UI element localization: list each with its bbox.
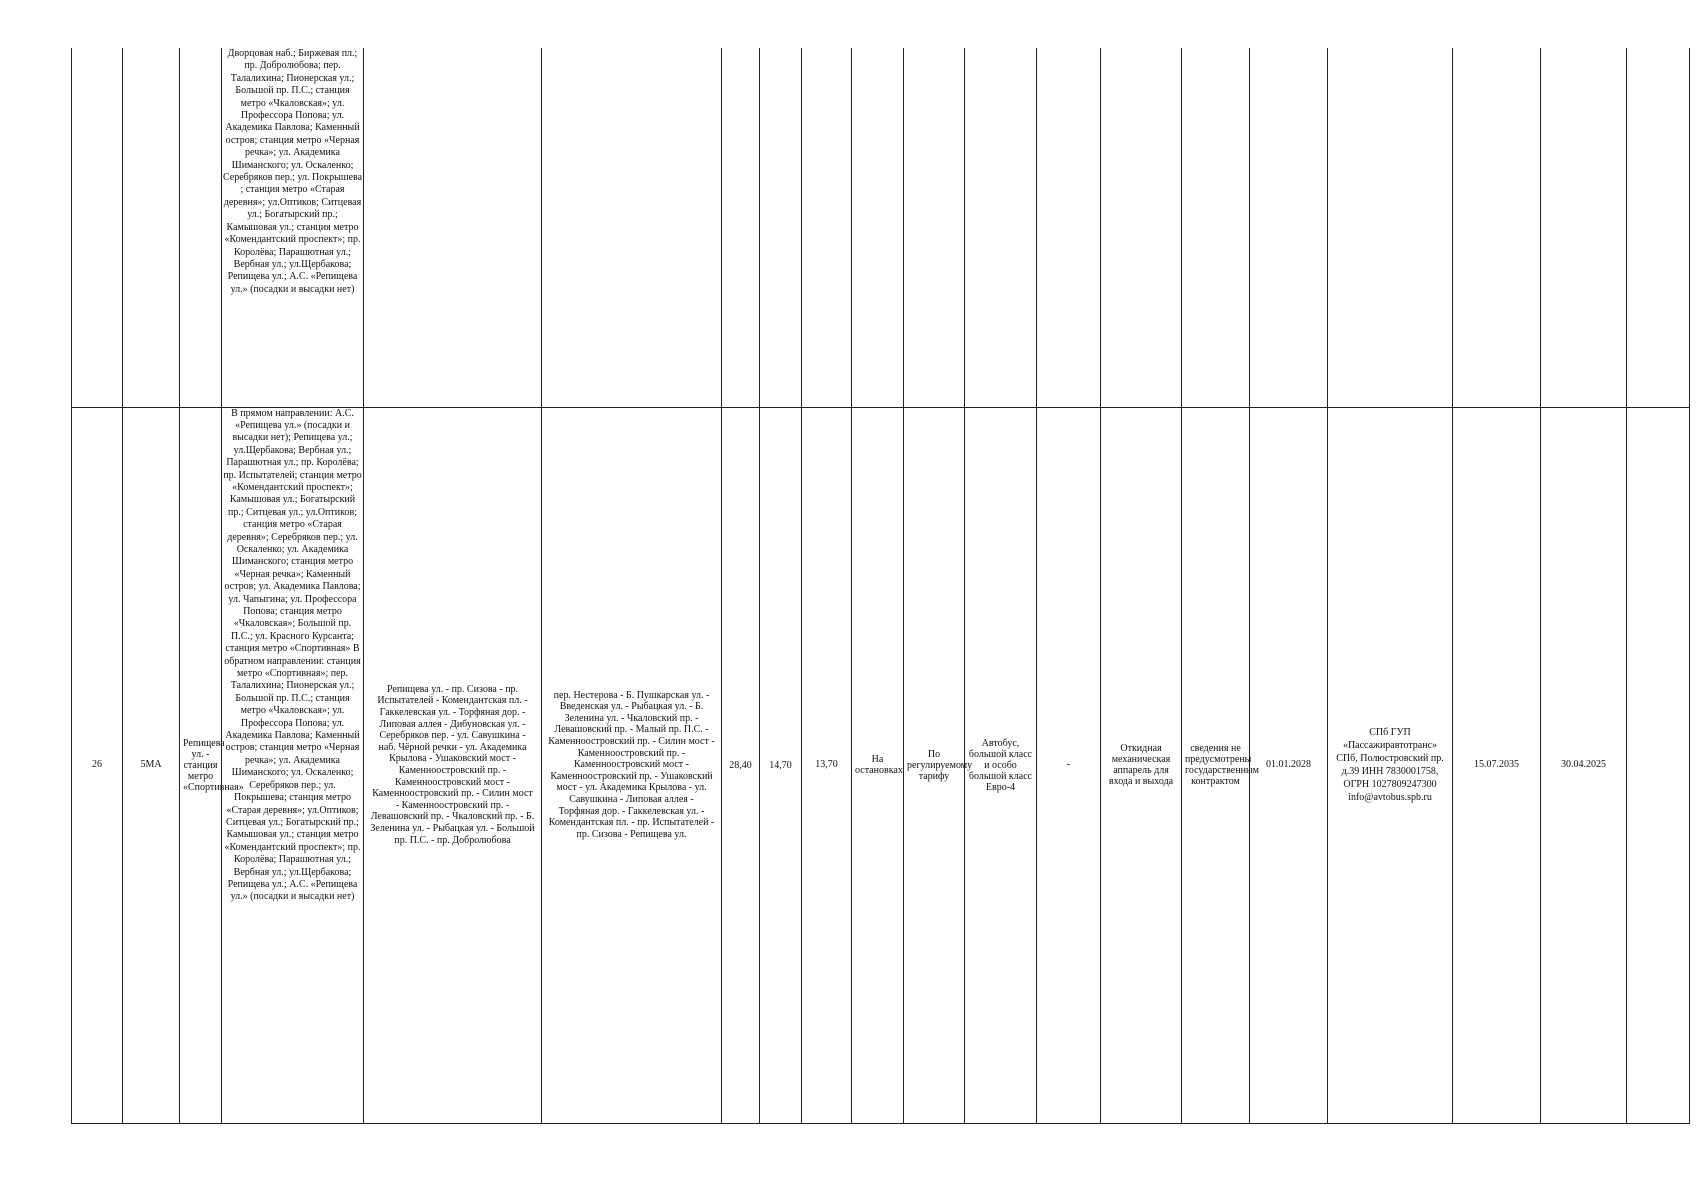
cell-empty — [1627, 48, 1690, 407]
cell-vehicle: Автобус, большой класс и особо большой класс Евро-4 — [965, 407, 1037, 1123]
cell-route-stops: В прямом направлении: А.С. «Репищева ул.» (посадки и высадки нет); Репищева ул.; ул.Щербакова; Вербная ул.; Парашютная ул.; пр. Королёва; пр. Испытателей; станция метро «Комендантский проспект»; Камышовая ул.; Богатырский пр.; Ситцевая ул.; ул.Оптиков; станция метро «Старая деревня»; Серебряков пер.; ул. Оскаленко; ул. Академика Шиманского; станция метро «Черная речка»; Каменный остров; ул. Академика Павлова; ул. Чапыгина; ул. Профессора Попова; станция метро «Чкаловская»; Большой пр. П.С.; ул. Красного Курсанта; станция метро «Спортивная» В обратном направлении: станция метро «Спортивная»; пер. Талалихина; Пионерская ул.; Большой пр. П.С.; станция метро «Чкаловская»; ул. Профессора Попова; ул. Академика Павлова; Каменный остров; станция метро «Черная речка»; ул. Академика Шиманского; ул. Оскаленко; Серебряков пер.; ул. Покрышева; станция метро «Старая деревня»; ул.Оптиков; Ситцевая ул.; Богатырский пр.; Камышовая ул.; станция метро «Комендантский проспект»; пр. Королёва; Парашютная ул.; Вербная ул.; ул.Щербакова; Репищева ул.; А.С. «Репищева ул.» (посадки и высадки нет) — [222, 407, 364, 1123]
cell-contract: сведения не предусмотрены государственным контрактом — [1182, 407, 1250, 1123]
cell-empty — [904, 48, 965, 407]
cell-empty — [1328, 48, 1453, 407]
cell-empty — [542, 48, 722, 407]
route-registry-table-wrapper — [71, 48, 1690, 1124]
table-row — [72, 407, 1690, 1123]
cell-row-number: 26 — [72, 407, 123, 1123]
cell-stop-order: На остановках — [852, 407, 904, 1123]
cell-empty-dash: - — [1037, 407, 1101, 1123]
cell-streets-backward: пер. Нестерова - Б. Пушкарская ул. - Введенская ул. - Рыбацкая ул. - Б. Зеленина ул. - Чкаловский пр. - Левашовский пр. - Малый пр. П.С. - Каменноостровский пр. - Силин мост - Каменноостровский пр. - Каменноостровский мост - Каменноостровский пр. - Ушаковский мост - ул. Академика Крылова - ул. Савушкина - Липовая аллея - Торфяная дор. - Гаккелевская ул. - Комендантская пл. - пр. Испытателей - пр. Сизова - Репищева ул. — [542, 407, 722, 1123]
cell-date-2: 30.04.2025 — [1541, 407, 1627, 1123]
cell-empty — [965, 48, 1037, 407]
cell-empty — [1250, 48, 1328, 407]
cell-empty — [72, 48, 123, 407]
cell-empty — [1182, 48, 1250, 407]
cell-empty — [802, 48, 852, 407]
cell-date-1: 15.07.2035 — [1453, 407, 1541, 1123]
cell-empty — [722, 48, 760, 407]
cell-empty — [1037, 48, 1101, 407]
cell-length-total: 13,70 — [802, 407, 852, 1123]
cell-empty — [364, 48, 542, 407]
cell-route-name: Репищева ул. - станция метро «Спортивная» — [180, 407, 222, 1123]
cell-streets-forward: Репищева ул. - пр. Сизова - пр. Испытателей - Комендантская пл. - Гаккелевская ул. - Торфяная дор. - Липовая аллея - Дибуновская ул. - Серебряков пер. - ул. Савушкина - наб. Чёрной речки - ул. Академика Крылова - Ушаковский мост - Каменноостровский пр. - Каменноостровский мост - Каменноостровский пр. - Силин мост - Каменноостровский пр. - Левашовский пр. - Чкаловский пр. - Б. Зеленина ул. - Рыбацкая ул. - Большой пр. П.С. - пр. Добролюбова — [364, 407, 542, 1123]
cell-length-forward: 28,40 — [722, 407, 760, 1123]
cell-empty — [1541, 48, 1627, 407]
cell-empty — [760, 48, 802, 407]
cell-last — [1627, 407, 1690, 1123]
route-registry-table — [71, 48, 1690, 1124]
cell-length-backward: 14,70 — [760, 407, 802, 1123]
cell-stops-continuation: Дворцовая наб.; Биржевая пл.; пр. Добролюбова; пер. Талалихина; Пионерская ул.; Большой пр. П.С.; станция метро «Чкаловская»; ул. Профессора Попова; ул. Академика Павлова; Каменный остров; станция метро «Черная речка»; ул. Академика Шиманского; ул. Оскаленко; Серебряков пер.; ул. Покрышева ; станция метро «Старая деревня»; ул.Оптиков; Ситцевая ул.; Богатырский пр.; Камышовая ул.; станция метро «Комендантский проспект»; пр. Королёва; Парашютная ул.; Вербная ул.; ул.Щербакова; Репищева ул.; А.С. «Репищева ул.» (посадки и высадки нет) — [222, 48, 364, 407]
cell-empty — [123, 48, 180, 407]
cell-empty — [1101, 48, 1182, 407]
cell-start-date: 01.01.2028 — [1250, 407, 1328, 1123]
cell-empty — [180, 48, 222, 407]
table-row-continuation — [72, 48, 1690, 407]
cell-carrier: СПб ГУП «Пассажиравтотранс» СПб, Полюстровский пр. д.39 ИНН 7830001758, ОГРН 1027809247300 info@avtobus.spb.ru — [1328, 407, 1453, 1123]
cell-empty — [1453, 48, 1541, 407]
cell-route-number: 5МА — [123, 407, 180, 1123]
cell-tariff: По регулируемому тарифу — [904, 407, 965, 1123]
cell-features: Откидная механическая аппарель для входа и выхода — [1101, 407, 1182, 1123]
cell-empty — [852, 48, 904, 407]
